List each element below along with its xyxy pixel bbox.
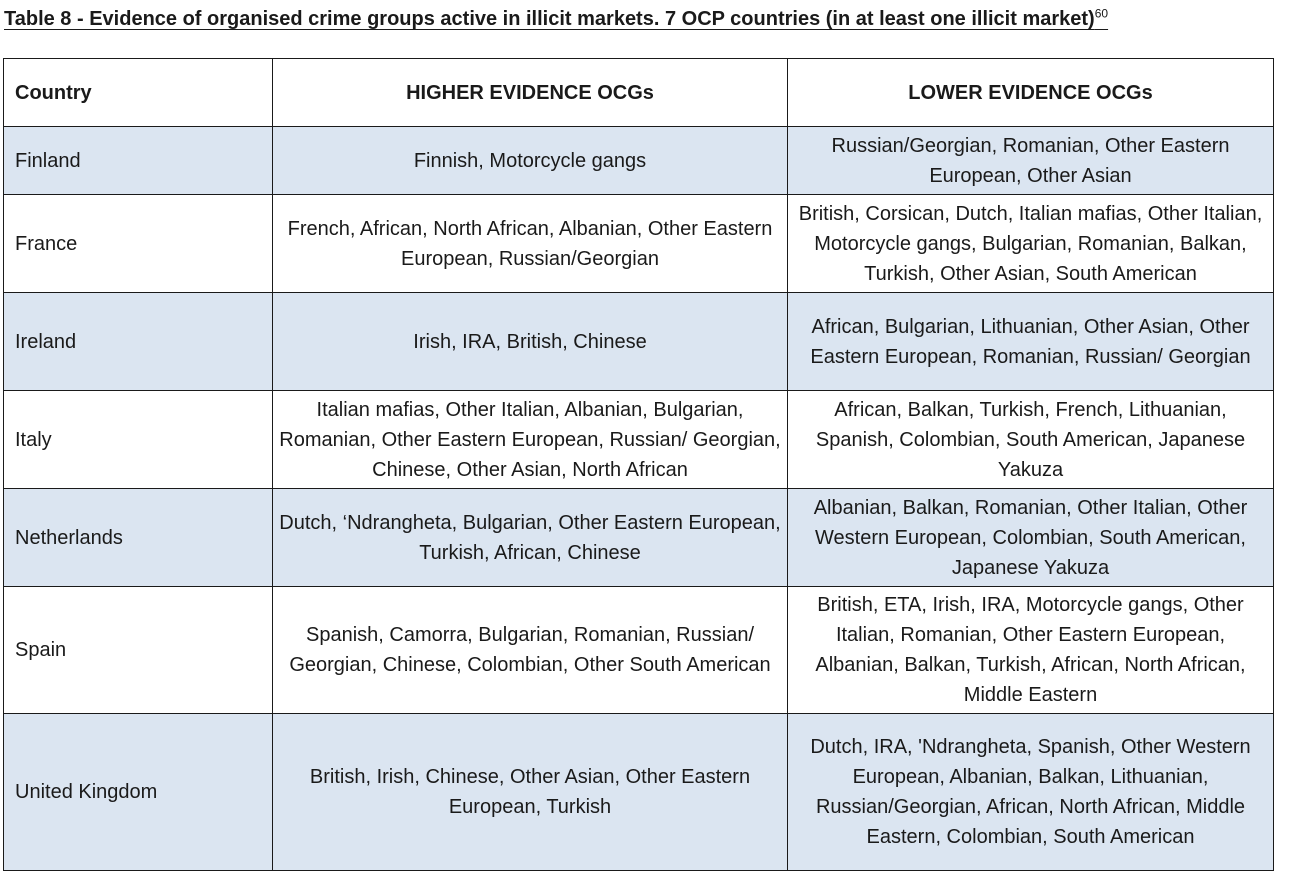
lower-evidence-cell: Albanian, Balkan, Romanian, Other Italian, Other Western European, Colombian, South American, Japanese Yakuza (788, 489, 1274, 587)
country-cell: Spain (4, 587, 273, 714)
caption-title: Table 8 - Evidence of organised crime groups active in illicit markets. 7 OCP countries (in at least one illicit market) (4, 8, 1095, 30)
ocg-evidence-table (3, 58, 1274, 871)
lower-evidence-cell: African, Bulgarian, Lithuanian, Other Asian, Other Eastern European, Romanian, Russian/ Georgian (788, 293, 1274, 391)
country-cell: United Kingdom (4, 714, 273, 871)
country-cell: Italy (4, 391, 273, 489)
lower-evidence-cell: Russian/Georgian, Romanian, Other Eastern European, Other Asian (788, 127, 1274, 195)
country-cell: Netherlands (4, 489, 273, 587)
table-caption (4, 8, 1108, 31)
table-row (4, 714, 1274, 871)
table-row (4, 587, 1274, 714)
header-higher-evidence: HIGHER EVIDENCE OCGs (273, 59, 788, 127)
lower-evidence-cell: British, Corsican, Dutch, Italian mafias, Other Italian, Motorcycle gangs, Bulgarian, Romanian, Balkan, Turkish, Other Asian, South American (788, 195, 1274, 293)
higher-evidence-cell: Irish, IRA, British, Chinese (273, 293, 788, 391)
table-row (4, 391, 1274, 489)
lower-evidence-cell: African, Balkan, Turkish, French, Lithuanian, Spanish, Colombian, South American, Japanese Yakuza (788, 391, 1274, 489)
higher-evidence-cell: French, African, North African, Albanian, Other Eastern European, Russian/Georgian (273, 195, 788, 293)
higher-evidence-cell: Italian mafias, Other Italian, Albanian, Bulgarian, Romanian, Other Eastern European, Russian/ Georgian, Chinese, Other Asian, North African (273, 391, 788, 489)
country-cell: Finland (4, 127, 273, 195)
header-lower-evidence: LOWER EVIDENCE OCGs (788, 59, 1274, 127)
header-row (4, 59, 1274, 127)
country-cell: Ireland (4, 293, 273, 391)
higher-evidence-cell: Spanish, Camorra, Bulgarian, Romanian, Russian/ Georgian, Chinese, Colombian, Other South American (273, 587, 788, 714)
table-row (4, 195, 1274, 293)
country-cell: France (4, 195, 273, 293)
table-row (4, 489, 1274, 587)
lower-evidence-cell: British, ETA, Irish, IRA, Motorcycle gangs, Other Italian, Romanian, Other Eastern European, Albanian, Balkan, Turkish, African, North African, Middle Eastern (788, 587, 1274, 714)
table-row (4, 293, 1274, 391)
higher-evidence-cell: British, Irish, Chinese, Other Asian, Other Eastern European, Turkish (273, 714, 788, 871)
higher-evidence-cell: Dutch, ‘Ndrangheta, Bulgarian, Other Eastern European, Turkish, African, Chinese (273, 489, 788, 587)
higher-evidence-cell: Finnish, Motorcycle gangs (273, 127, 788, 195)
lower-evidence-cell: Dutch, IRA, 'Ndrangheta, Spanish, Other Western European, Albanian, Balkan, Lithuanian, Russian/Georgian, African, North African, Middle Eastern, Colombian, South American (788, 714, 1274, 871)
header-country: Country (4, 59, 273, 127)
footnote-marker: 60 (1094, 6, 1109, 21)
table-row (4, 127, 1274, 195)
